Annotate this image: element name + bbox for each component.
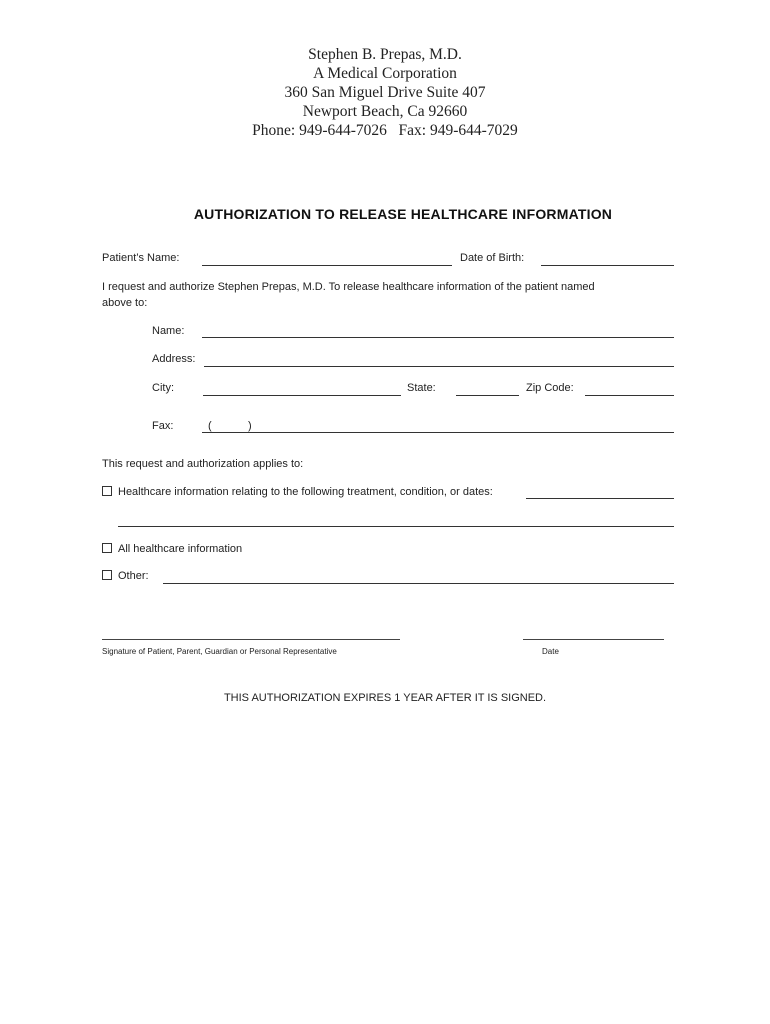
option-other-row xyxy=(102,570,149,582)
other-field[interactable] xyxy=(163,583,674,584)
option-all-row xyxy=(102,543,242,555)
recipient-address-field[interactable] xyxy=(204,366,674,367)
checkbox-specific-info[interactable] xyxy=(102,486,112,496)
doctor-name: Stephen B. Prepas, M.D. xyxy=(308,46,462,63)
zip-label: Zip Code: xyxy=(526,382,574,394)
recipient-name-label: Name: xyxy=(152,325,185,337)
signature-date-field[interactable] xyxy=(523,639,664,640)
fax-area-close-paren: ) xyxy=(248,420,252,432)
option-specific-label: Healthcare information relating to the following treatment, condition, or dates: xyxy=(118,486,493,498)
applies-intro: This request and authorization applies to: xyxy=(102,458,304,470)
option-other-label: Other: xyxy=(118,570,149,582)
specific-info-field[interactable] xyxy=(526,498,674,499)
city-label: City: xyxy=(152,382,174,394)
signature-field[interactable] xyxy=(102,639,400,640)
state-label: State: xyxy=(407,382,436,394)
city-field[interactable] xyxy=(203,395,401,396)
signature-label: Signature of Patient, Parent, Guardian or Personal Representative xyxy=(102,647,337,656)
patient-name-field[interactable] xyxy=(202,265,452,266)
signature-date-label: Date xyxy=(542,647,559,656)
phone-fax: Phone: 949-644-7026 Fax: 949-644-7029 xyxy=(252,122,518,139)
request-text-line-1: I request and authorize Stephen Prepas, M.D. To release healthcare information of the patient named xyxy=(102,281,595,293)
option-all-label: All healthcare information xyxy=(118,543,243,555)
dob-label: Date of Birth: xyxy=(460,252,525,264)
zip-field[interactable] xyxy=(585,395,674,396)
request-text-line-2: above to: xyxy=(102,297,148,309)
form-title: AUTHORIZATION TO RELEASE HEALTHCARE INFORMATION xyxy=(193,206,613,222)
address-line-1: 360 San Miguel Drive Suite 407 xyxy=(284,84,486,101)
specific-info-field-continued[interactable] xyxy=(118,526,674,527)
recipient-name-field[interactable] xyxy=(202,337,674,338)
recipient-address-label: Address: xyxy=(152,353,196,365)
corporation-name: A Medical Corporation xyxy=(313,65,457,82)
fax-area-open-paren: ( xyxy=(208,420,212,432)
expiration-notice: THIS AUTHORIZATION EXPIRES 1 YEAR AFTER IT IS SIGNED. xyxy=(223,692,547,704)
state-field[interactable] xyxy=(456,395,519,396)
patient-name-label: Patient’s Name: xyxy=(102,252,180,264)
option-specific-row xyxy=(102,486,493,498)
fax-label: Fax: xyxy=(152,420,174,432)
fax-field[interactable] xyxy=(202,432,674,433)
checkbox-other[interactable] xyxy=(102,570,112,580)
address-line-2: Newport Beach, Ca 92660 xyxy=(302,103,468,120)
dob-field[interactable] xyxy=(541,265,674,266)
checkbox-all-info[interactable] xyxy=(102,543,112,553)
